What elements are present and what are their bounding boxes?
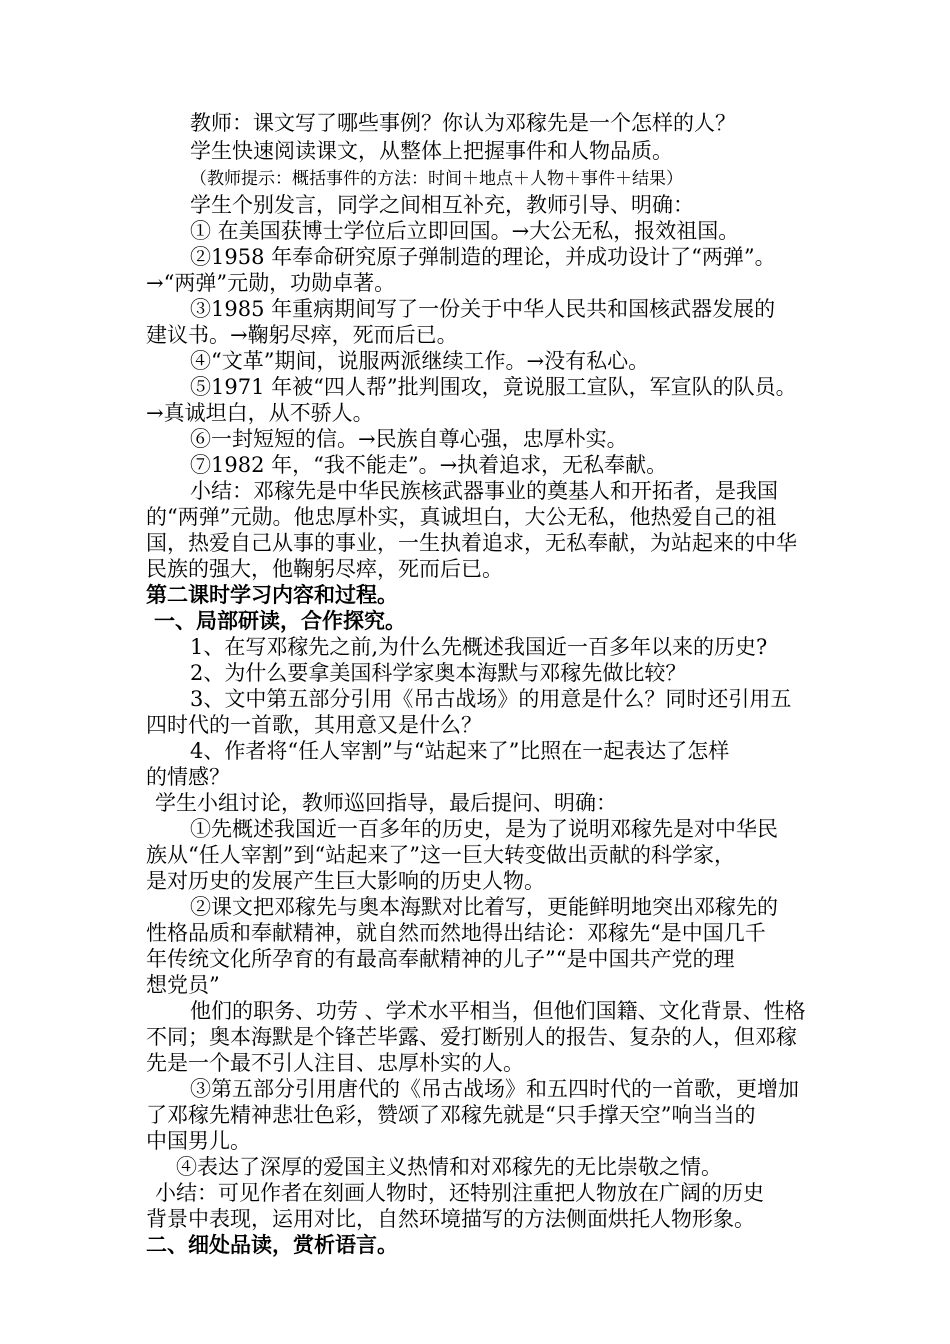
section-heading: 第二课时学习内容和过程。: [146, 582, 398, 607]
text-line: ⑥一封短短的信。→民族自尊心强，忠厚朴实。: [190, 427, 628, 451]
text-line: ① 在美国获博士学位后立即回国。→大公无私，报效祖国。: [190, 219, 740, 243]
text-line: 4、作者将“任人宰割”与“站起来了”比照在一起表达了怎样: [190, 739, 730, 763]
text-line: ⑦1982 年，“我不能走”。→执着追求，无私奉献。: [190, 453, 668, 477]
text-line: →真诚坦白，从不骄人。: [146, 401, 374, 425]
text-line: 了邓稼先精神悲壮色彩，赞颂了邓稼先就是“只手撑天空”响当当的: [146, 1103, 756, 1127]
text-line: 背景中表现，运用对比，自然环境描写的方法侧面烘托人物形象。: [146, 1207, 755, 1231]
section-heading: 二、细处品读，赏析语言。: [146, 1232, 398, 1257]
text-line: ③1985 年重病期间写了一份关于中华人民共和国核武器发展的: [190, 297, 776, 321]
text-line: ④“文革”期间，说服两派继续工作。→没有私心。: [190, 349, 650, 373]
text-line: 建议书。→鞠躬尽瘁，死而后已。: [146, 323, 458, 347]
text-line: 先是一个最不引人注目、忠厚朴实的人。: [146, 1051, 524, 1075]
text-line: 3、文中第五部分引用《吊古战场》的用意是什么？同时还引用五: [190, 687, 792, 711]
text-line: 年传统文化所孕育的有最高奉献精神的儿子”“是中国共产党的理: [146, 947, 735, 971]
text-line: （教师提示：概括事件的方法：时间＋地点＋人物＋事件＋结果）: [190, 169, 683, 189]
text-line: 教师：课文写了哪些事例？你认为邓稼先是一个怎样的人？: [190, 111, 736, 135]
text-line: ④表达了深厚的爱国主义热情和对邓稼先的无比崇敬之情。: [176, 1155, 722, 1179]
text-line: 1、在写邓稼先之前,为什么先概述我国近一百多年以来的历史?: [190, 635, 768, 659]
text-line: 学生快速阅读课文，从整体上把握事件和人物品质。: [190, 139, 673, 163]
text-line: ①先概述我国近一百多年的历史，是为了说明邓稼先是对中华民: [190, 817, 778, 841]
text-line: 2、为什么要拿美国科学家奥本海默与邓稼先做比较？: [190, 661, 687, 685]
text-line: ②1958 年奉命研究原子弹制造的理论，并成功设计了“两弹”。: [190, 245, 776, 269]
text-line: 不同；奥本海默是个锋芒毕露、爱打断别人的报告、复杂的人，但邓稼: [146, 1025, 797, 1049]
text-line: 的情感？: [146, 765, 230, 789]
text-line: 学生个别发言，同学之间相互补充，教师引导、明确：: [190, 193, 694, 217]
text-line: 民族的强大，他鞠躬尽瘁，死而后已。: [146, 557, 503, 581]
text-line: 性格品质和奉献精神，就自然而然地得出结论：邓稼先“是中国几千: [146, 921, 766, 945]
text-line: 中国男儿。: [146, 1129, 251, 1153]
text-line: →“两弹”元勋，功勋卓著。: [146, 271, 396, 295]
text-line: ③第五部分引用唐代的《吊古战场》和五四时代的一首歌，更增加: [190, 1077, 799, 1101]
text-line: 的“两弹”元勋。他忠厚朴实，真诚坦白，大公无私，他热爱自己的祖: [146, 505, 777, 529]
section-heading: 一、局部研读，合作探究。: [154, 608, 406, 633]
text-line: 想党员”: [146, 973, 220, 997]
text-line: 族从“任人宰割”到“站起来了”这一巨大转变做出贡献的科学家，: [146, 843, 735, 867]
text-line: 小结：邓稼先是中华民族核武器事业的奠基人和开拓者，是我国: [190, 479, 778, 503]
text-line: 是对历史的发展产生巨大影响的历史人物。: [146, 869, 545, 893]
text-line: 四时代的一首歌，其用意又是什么？: [146, 713, 482, 737]
text-line: ⑤1971 年被“四人帮”批判围攻，竟说服工宣队，军宣队的队员。: [190, 375, 797, 399]
text-line: 国，热爱自己从事的事业，一生执着追求，无私奉献，为站起来的中华: [146, 531, 797, 555]
text-line: 他们的职务、功劳 、学术水平相当，但他们国籍、文化背景、性格: [190, 999, 806, 1023]
text-line: 小结：可见作者在刻画人物时，还特别注重把人物放在广阔的历史: [155, 1181, 764, 1205]
text-line: ②课文把邓稼先与奥本海默对比着写，更能鲜明地突出邓稼先的: [190, 895, 778, 919]
text-line: 学生小组讨论，教师巡回指导，最后提问、明确：: [155, 791, 617, 815]
